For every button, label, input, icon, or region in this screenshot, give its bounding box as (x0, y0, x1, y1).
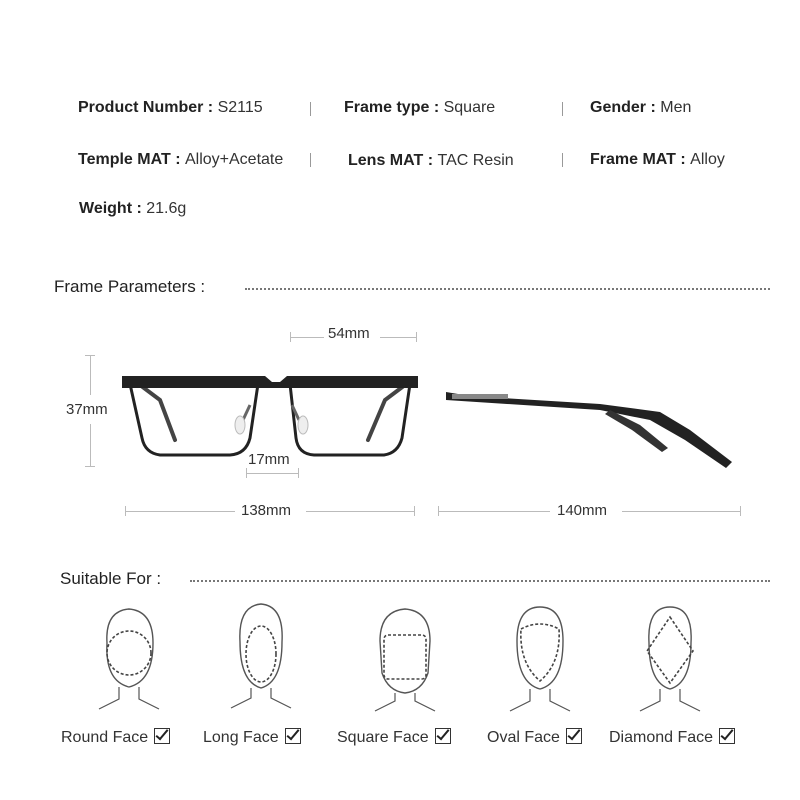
face-label: Round Face (61, 729, 149, 746)
frame-parameters-title: Frame Parameters : (54, 277, 206, 296)
oval-face-icon (505, 603, 575, 713)
round-face-icon (95, 603, 165, 713)
long-face-icon (226, 600, 296, 712)
square-face-icon (370, 605, 440, 713)
spec-weight: Weight : 21.6g (79, 200, 187, 217)
checkbox-checked-icon (154, 728, 170, 744)
face-option-diamond (609, 728, 735, 747)
spec-label: Weight (79, 200, 133, 217)
spec-value: Square (443, 99, 496, 116)
spec-value: TAC Resin (437, 152, 514, 169)
spec-label: Lens MAT (348, 152, 424, 169)
face-option-square (337, 728, 451, 747)
spec-label: Gender (590, 99, 647, 116)
spec-gender: Gender : Men (590, 99, 692, 116)
spec-lens-mat: Lens MAT : TAC Resin (348, 152, 514, 169)
face-label: Oval Face (487, 729, 560, 746)
spec-product-number: Product Number : S2115 (78, 99, 263, 116)
face-label: Long Face (203, 729, 279, 746)
spec-frame-mat: Frame MAT : Alloy (590, 151, 725, 168)
bridge-label: 17mm (248, 451, 290, 468)
spec-frame-type: Frame type : Square (344, 99, 496, 116)
spec-label: Product Number (78, 99, 204, 116)
suitable-for-title: Suitable For : (60, 569, 162, 588)
lens-width-label: 54mm (328, 325, 370, 342)
checkbox-checked-icon (435, 728, 451, 744)
lens-height-label: 37mm (66, 401, 108, 418)
spec-value: 21.6g (146, 200, 187, 217)
spec-label: Frame MAT (590, 151, 676, 168)
spec-label: Frame type (344, 99, 430, 116)
temple-length-label: 140mm (557, 502, 608, 519)
spec-value: Alloy+Acetate (184, 151, 284, 168)
checkbox-checked-icon (566, 728, 582, 744)
checkbox-checked-icon (285, 728, 301, 744)
spec-value: Alloy (690, 151, 725, 168)
face-option-oval (487, 728, 582, 747)
checkbox-checked-icon (719, 728, 735, 744)
face-option-round (61, 728, 170, 747)
face-option-long (203, 728, 301, 747)
face-label: Diamond Face (609, 729, 714, 746)
spec-temple-mat: Temple MAT : Alloy+Acetate (78, 151, 284, 168)
dotted-divider (190, 580, 770, 582)
spec-value: Men (660, 99, 692, 116)
spec-label: Temple MAT (78, 151, 171, 168)
face-label: Square Face (337, 729, 429, 746)
spec-value: S2115 (217, 99, 263, 116)
frame-width-label: 138mm (241, 502, 292, 519)
diamond-face-icon (635, 603, 705, 713)
